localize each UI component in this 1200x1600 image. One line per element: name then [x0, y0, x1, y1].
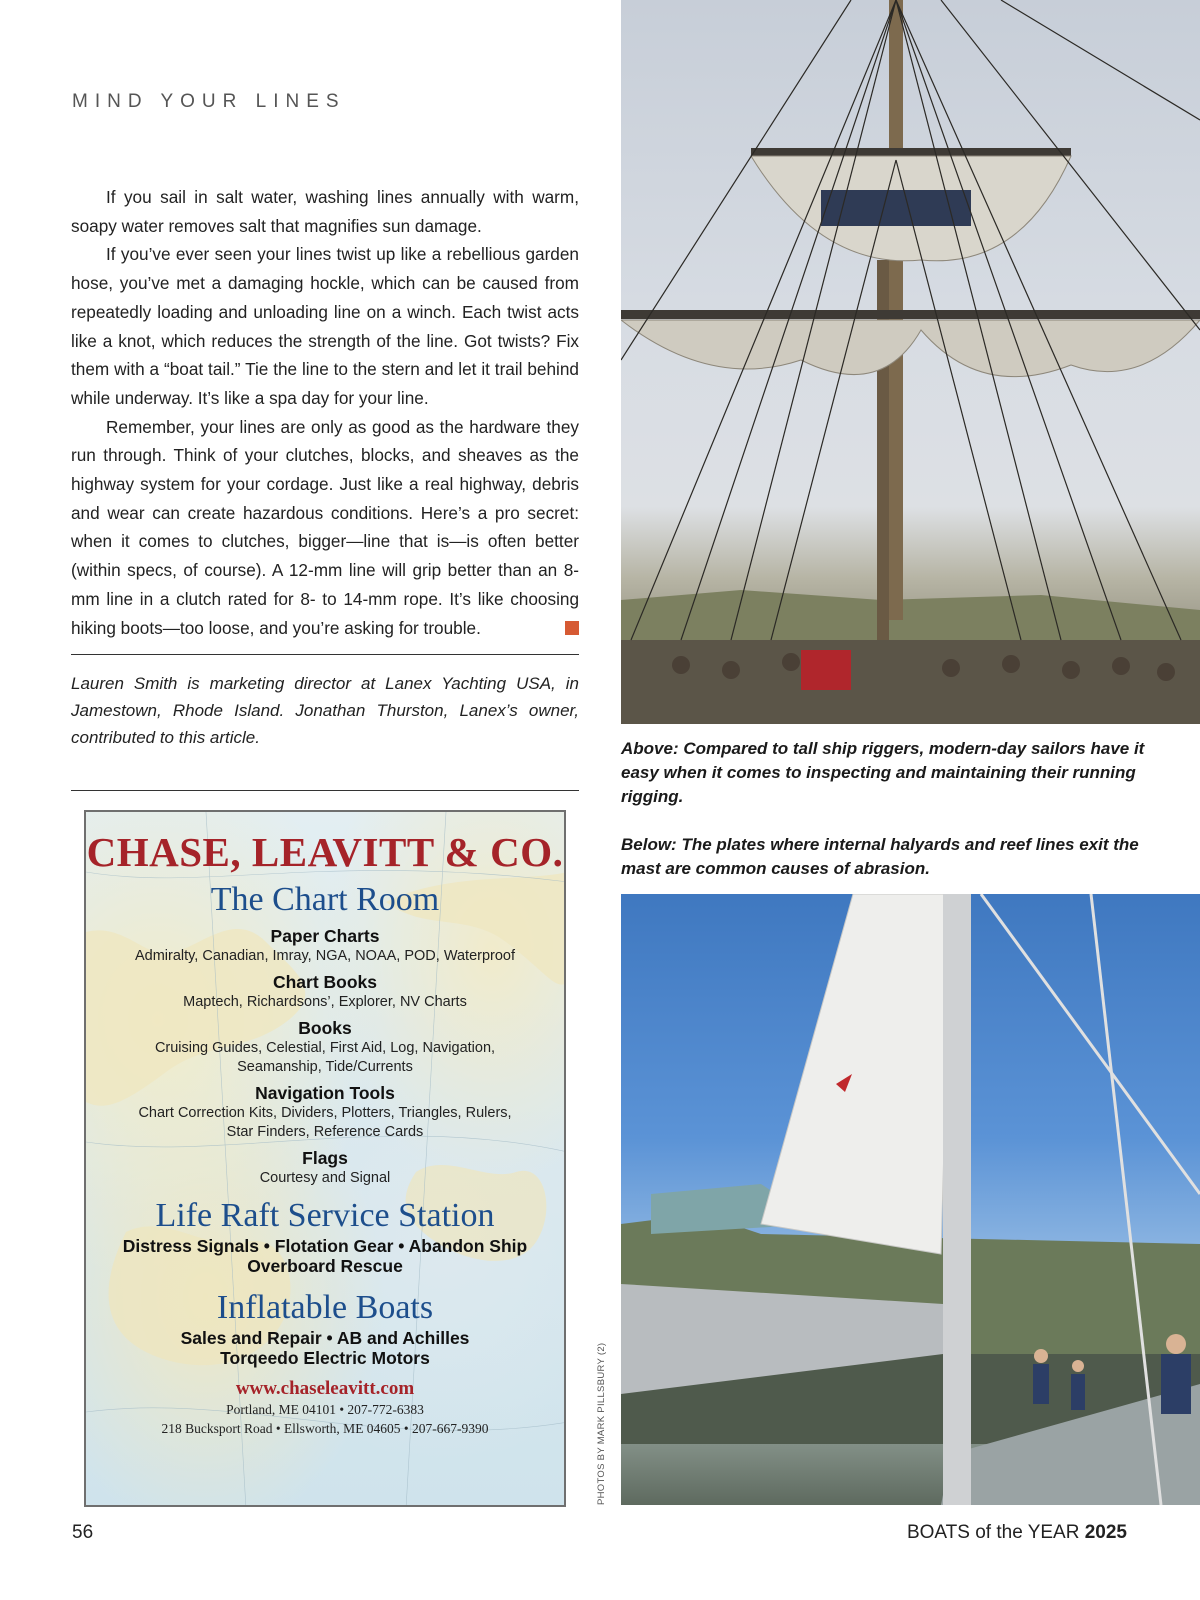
ad-group-text: Courtesy and Signal [259, 1170, 391, 1186]
author-bio: Lauren Smith is marketing director at Lanex Yachting USA, in Jamestown, Rhode Island. Jonathan Thurston, Lanex’s owner, contributed to this article. [71, 674, 579, 747]
ad-life-raft-text: Distress Signals • Flotation Gear • Abandon Ship [122, 1236, 528, 1256]
ad-group-heading: Chart Books [272, 972, 378, 992]
caption-below: Below: The plates where internal halyards and reef lines exit the mast are common causes of abrasion. [621, 835, 1139, 878]
article-paragraph [71, 413, 579, 643]
ad-address: Portland, ME 04101 • 207-772-6383 [226, 1402, 424, 1417]
article-paragraph-text: Remember, your lines are only as good as the hardware they run through. Think of your clutches, blocks, and sheaves as the highway system for your cordage. Just like a real highway, debris and wear can create hazardous conditions. Here’s a pro secret: when it comes to clutches, bigger—line that is—is often better (within specs, of course). A 12-mm line will grip better than an 8-mm line in a clutch rated for 8- to 14-mm rope. It’s like choosing hiking boots—too loose, and you’re asking for trouble. [71, 416, 579, 638]
tall-ship-rigging-photo [621, 0, 1200, 724]
ad-group-text: Seamanship, Tide/Currents [237, 1059, 413, 1075]
ad-inflatable-text: Sales and Repair • AB and Achilles [180, 1328, 470, 1348]
ad-group-heading: Flags [302, 1148, 348, 1168]
ad-website-link[interactable]: www.chaseleavitt.com [235, 1378, 415, 1399]
divider-rule-ad [71, 790, 579, 791]
ad-life-raft-heading: Life Raft Service Station [155, 1197, 495, 1234]
photo-captions [621, 737, 1181, 881]
end-of-story-mark [565, 621, 579, 635]
ad-group-text: Cruising Guides, Celestial, First Aid, Log, Navigation, [154, 1040, 496, 1056]
ad-group-text: Chart Correction Kits, Dividers, Plotters, Triangles, Rulers, [138, 1105, 512, 1121]
section-title: MIND YOUR LINES [72, 91, 346, 112]
chase-leavitt-advertisement [84, 810, 566, 1507]
publication-name: BOATS of the YEAR [906, 1522, 1080, 1543]
photo-credit: PHOTOS BY MARK PILLSBURY (2) [596, 1342, 607, 1505]
page-number: 56 [72, 1522, 94, 1543]
ad-group-text: Admiralty, Canadian, Imray, NGA, NOAA, POD, Waterproof [134, 948, 516, 964]
ad-inflatable-text: Torqeedo Electric Motors [220, 1348, 430, 1368]
publication-year: 2025 [1084, 1522, 1127, 1543]
caption-above: Above: Compared to tall ship riggers, modern-day sailors have it easy when it comes to inspecting and maintaining their running rigging. [621, 739, 1145, 806]
article-paragraph: If you sail in salt water, washing lines annually with warm, soapy water removes salt that magnifies sun damage. [71, 187, 579, 236]
article-body [71, 183, 579, 642]
ad-group-text: Star Finders, Reference Cards [226, 1124, 424, 1140]
ad-address: 218 Bucksport Road • Ellsworth, ME 04605 • 207-667-9390 [161, 1421, 489, 1436]
ad-group-heading: Paper Charts [270, 926, 380, 946]
divider-rule [71, 654, 579, 655]
ad-group-heading: Navigation Tools [255, 1083, 395, 1103]
ad-chart-room-heading: The Chart Room [210, 881, 440, 918]
publication-footer [907, 1522, 1127, 1544]
ad-inflatable-heading: Inflatable Boats [216, 1289, 434, 1326]
article-paragraph: If you’ve ever seen your lines twist up like a rebellious garden hose, you’ve met a damaging hockle, which can be caused from repeatedly loading and unloading line on a winch. Each twist acts like a knot, which reduces the strength of the line. Got twists? Fix them with a “boat tail.” Tie the line to the stern and let it trail behind while underway. It’s like a spa day for your line. [71, 244, 579, 408]
ad-firm-name: CHASE, LEAVITT & CO. [86, 829, 564, 875]
ad-life-raft-text: Overboard Rescue [247, 1256, 403, 1276]
ad-group-text: Maptech, Richardsons’, Explorer, NV Charts [183, 994, 467, 1010]
ad-group-heading: Books [298, 1018, 352, 1038]
mast-and-sail-photo [621, 894, 1200, 1505]
